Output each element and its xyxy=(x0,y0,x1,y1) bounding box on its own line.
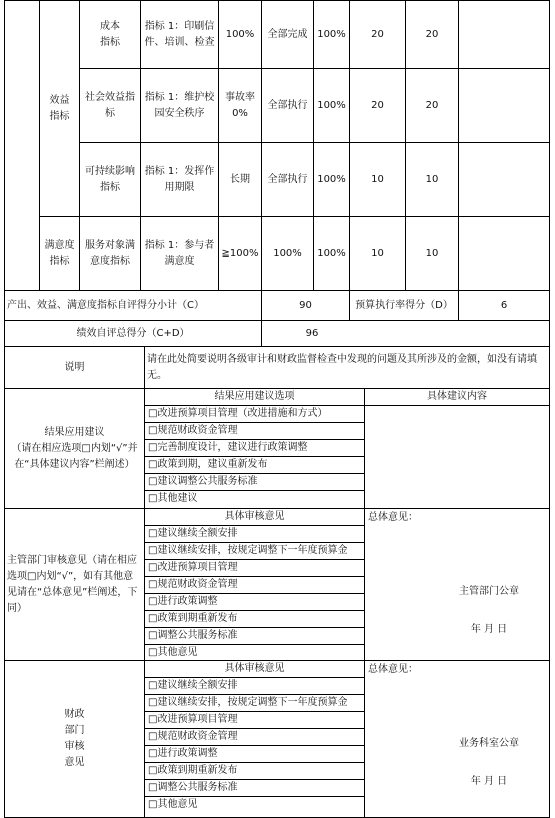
total-score-label: 绩效自评总得分（C+D） xyxy=(76,327,190,339)
dept-option-republish[interactable]: □政策到期重新发布 xyxy=(148,613,238,624)
tier2-satisfaction-indicator: 满意度 指标 xyxy=(44,239,75,267)
result-content-header: 具体建议内容 xyxy=(427,391,487,402)
dept-overall-opinion-label: 总体意见： xyxy=(368,511,418,523)
actual-value: 全部完成 xyxy=(267,28,308,40)
finance-option-full-funding[interactable]: □建议继续全额安排 xyxy=(148,680,238,691)
finance-overall-opinion-label: 总体意见： xyxy=(368,663,418,675)
note-text: 请在此处简要说明各级审计和财政监督检查中发现的问题及其所涉及的金额，如没有请填无。 xyxy=(147,353,537,381)
tier3-indicator-social: 社会效益指标 xyxy=(85,91,135,119)
dept-option-adjust-budget[interactable]: □建议继续安排，按规定调整下一年度预算金 xyxy=(148,545,348,556)
weight-score: 20 xyxy=(371,28,384,40)
dept-option-service-standard[interactable]: □调整公共服务标准 xyxy=(148,630,238,641)
dept-option-policy-adjust[interactable]: □进行政策调整 xyxy=(148,596,218,607)
finance-option-regulate-funds[interactable]: □规范财政资金管理 xyxy=(148,731,238,742)
target-value: 事故率 0% xyxy=(225,91,255,119)
self-score: 10 xyxy=(425,173,439,185)
budget-execution-value: 6 xyxy=(500,299,508,311)
result-application-label: 结果应用建议 （请在相应选项□内划“√”并在“具体建议内容”栏阐述） xyxy=(11,426,138,470)
dept-official-seal: 主管部门公章 xyxy=(459,586,519,597)
actual-value: 全部执行 xyxy=(267,173,308,185)
finance-review-label: 财政 部门 审核 意见 xyxy=(64,709,85,768)
weight-score: 10 xyxy=(371,247,384,259)
completion-rate: 100% xyxy=(317,28,346,40)
completion-rate: 100% xyxy=(317,173,346,185)
table-border-right xyxy=(549,0,550,818)
dept-review-label: 主管部门审核意见（请在相应选项□内划“√”，如有其他意见请在“总体意见”栏阐述，下同） xyxy=(7,554,138,614)
target-value: 长期 xyxy=(230,173,250,185)
actual-value: 全部执行 xyxy=(267,99,308,111)
target-value: 100% xyxy=(225,28,255,40)
col-line xyxy=(458,0,459,320)
self-score: 10 xyxy=(425,247,439,259)
finance-option-service-standard[interactable]: □调整公共服务标准 xyxy=(148,782,238,793)
finance-option-improve-management[interactable]: □改进预算项目管理 xyxy=(148,714,238,725)
self-score: 20 xyxy=(425,99,439,111)
indicator-text: 指标 1：印刷信件、培训、检查 xyxy=(144,20,215,48)
budget-execution-label: 预算执行率得分（D） xyxy=(355,299,453,311)
finance-option-adjust-budget[interactable]: □建议继续安排，按规定调整下一年度预算金 xyxy=(148,697,348,708)
col-line xyxy=(364,388,365,818)
completion-rate: 100% xyxy=(317,99,346,111)
dept-option-improve-management[interactable]: □改进预算项目管理 xyxy=(148,562,238,573)
self-score: 20 xyxy=(425,28,439,40)
finance-options-header: 具体审核意见 xyxy=(224,663,285,674)
dept-option-full-funding[interactable]: □建议继续全额安排 xyxy=(148,528,238,539)
indicator-text: 指标 1：维护校园安全秩序 xyxy=(144,91,215,119)
result-option-regulate-funds[interactable]: □规范财政资金管理 xyxy=(148,425,238,436)
tier3-indicator-cost: 成本 指标 xyxy=(100,20,120,48)
result-option-service-standard[interactable]: □建议调整公共服务标准 xyxy=(148,476,258,487)
finance-business-seal: 业务科室公章 xyxy=(459,738,519,749)
finance-option-policy-adjust[interactable]: □进行政策调整 xyxy=(148,748,218,759)
tier3-indicator-sustainable: 可持续影响指标 xyxy=(85,165,135,193)
dept-option-other[interactable]: □其他意见 xyxy=(148,647,198,658)
indicator-text: 指标 1：参与者满意度 xyxy=(144,239,215,267)
result-option-improve-management[interactable]: □改进预算项目管理（改进措施和方式） xyxy=(148,408,328,419)
note-label: 说明 xyxy=(64,361,85,373)
target-value: ≧100% xyxy=(221,247,259,259)
result-options-header: 结果应用建议选项 xyxy=(214,391,295,402)
finance-option-other[interactable]: □其他意见 xyxy=(148,799,198,810)
subtotal-label: 产出、效益、满意度指标自评得分小计（C） xyxy=(7,299,204,311)
weight-score: 20 xyxy=(371,99,384,111)
tier3-indicator-satisfaction: 服务对象满意度指标 xyxy=(85,239,135,267)
finance-sign-date: 年 月 日 xyxy=(470,776,508,787)
finance-option-republish[interactable]: □政策到期重新发布 xyxy=(148,765,238,776)
dept-sign-date: 年 月 日 xyxy=(470,624,508,635)
completion-rate: 100% xyxy=(317,247,346,259)
subtotal-value: 90 xyxy=(299,299,312,311)
indicator-text: 指标 1：发挥作用期限 xyxy=(144,165,215,193)
result-option-policy-adjust[interactable]: □完善制度设计，建议进行政策调整 xyxy=(148,442,308,453)
weight-score: 10 xyxy=(371,173,384,185)
actual-value: 100% xyxy=(273,247,302,259)
result-option-other[interactable]: □其他建议 xyxy=(148,493,198,504)
dept-option-regulate-funds[interactable]: □规范财政资金管理 xyxy=(148,579,238,590)
result-option-republish[interactable]: □政策到期，建议重新发布 xyxy=(148,459,268,470)
tier2-benefit-indicator: 效益 指标 xyxy=(49,94,70,122)
total-score-value: 96 xyxy=(305,327,319,339)
dept-options-header: 具体审核意见 xyxy=(224,511,285,522)
